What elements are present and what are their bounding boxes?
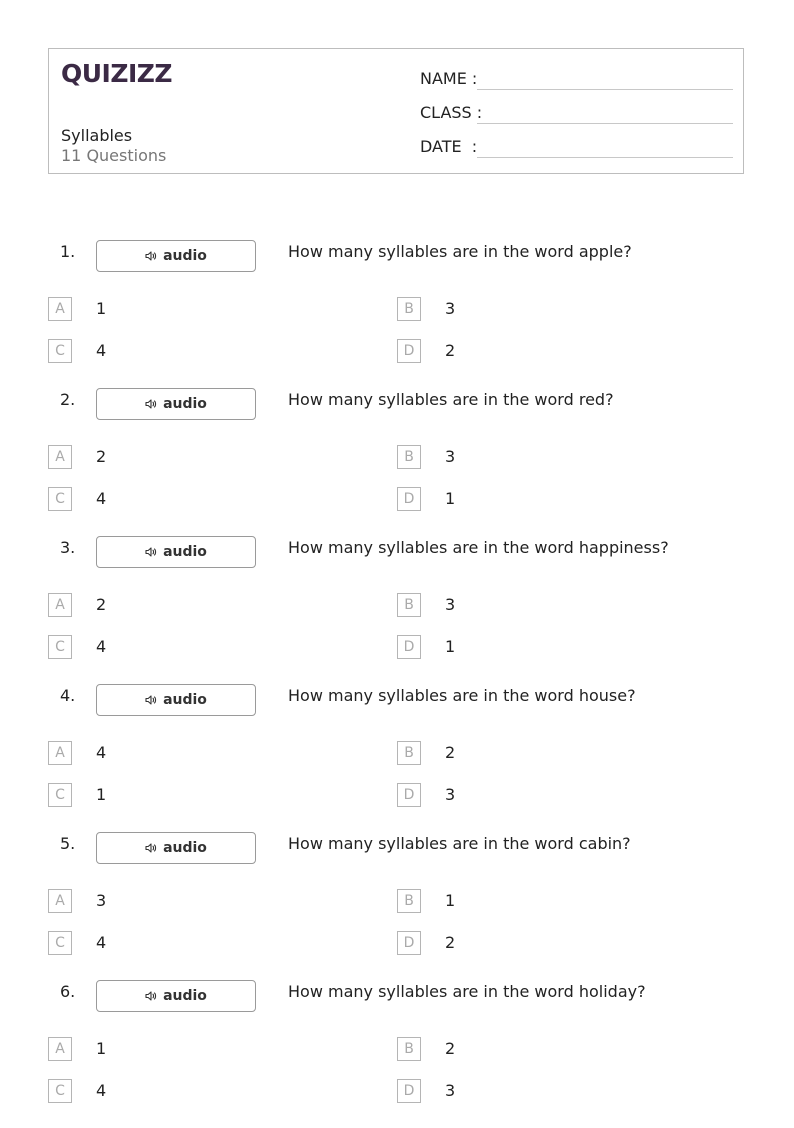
question-number: 2. [60, 390, 76, 409]
audio-button[interactable] [96, 980, 256, 1012]
option-letter-box: D [397, 1079, 421, 1103]
question-item [0, 388, 794, 536]
option-letter-box: A [48, 593, 72, 617]
audio-label: audio [163, 248, 207, 264]
option-letter-box: A [48, 889, 72, 913]
question-text: How many syllables are in the word holiday? [288, 982, 646, 1001]
option-letter-box: A [48, 1037, 72, 1061]
option-letter-box: C [48, 1079, 72, 1103]
audio-label: audio [163, 692, 207, 708]
option-value: 3 [445, 299, 456, 318]
option-letter-box: B [397, 889, 421, 913]
option-value: 2 [96, 595, 107, 614]
option-letter-box: C [48, 635, 72, 659]
audio-button[interactable] [96, 240, 256, 272]
option-letter-box: B [397, 593, 421, 617]
option-letter-box: B [397, 741, 421, 765]
option-letter-box: C [48, 487, 72, 511]
name-line [477, 89, 733, 90]
question-text: How many syllables are in the word apple? [288, 242, 632, 261]
audio-button[interactable] [96, 832, 256, 864]
option-value: 4 [96, 1081, 107, 1100]
question-number: 4. [60, 686, 76, 705]
speaker-icon [145, 546, 157, 558]
option-value: 2 [445, 743, 456, 762]
option-value: 1 [445, 489, 456, 508]
question-text: How many syllables are in the word cabin? [288, 834, 631, 853]
option-letter-box: B [397, 445, 421, 469]
question-item [0, 240, 794, 388]
question-text: How many syllables are in the word happiness? [288, 538, 669, 557]
question-item [0, 536, 794, 684]
option-letter-box: C [48, 931, 72, 955]
speaker-icon [145, 694, 157, 706]
option-letter-box: D [397, 487, 421, 511]
option-value: 4 [96, 341, 107, 360]
option-value: 2 [445, 341, 456, 360]
audio-button[interactable] [96, 684, 256, 716]
option-value: 3 [96, 891, 107, 910]
question-item [0, 980, 794, 1128]
option-letter-box: D [397, 783, 421, 807]
option-value: 4 [96, 933, 107, 952]
worksheet-header [48, 48, 744, 174]
name-field [420, 69, 477, 88]
option-letter-box: A [48, 297, 72, 321]
audio-button[interactable] [96, 388, 256, 420]
date-field [420, 137, 477, 156]
speaker-icon [145, 398, 157, 410]
question-number: 5. [60, 834, 76, 853]
option-value: 2 [96, 447, 107, 466]
class-label: CLASS : [420, 103, 483, 122]
question-number: 3. [60, 538, 76, 557]
option-letter-box: B [397, 1037, 421, 1061]
speaker-icon [145, 990, 157, 1002]
option-value: 2 [445, 1039, 456, 1058]
class-line [477, 123, 733, 124]
question-number: 1. [60, 242, 76, 261]
date-line [477, 157, 733, 158]
audio-label: audio [163, 988, 207, 1004]
audio-label: audio [163, 840, 207, 856]
option-value: 1 [445, 637, 456, 656]
option-letter-box: D [397, 635, 421, 659]
option-letter-box: C [48, 339, 72, 363]
option-value: 4 [96, 637, 107, 656]
option-value: 4 [96, 489, 107, 508]
name-label: NAME : [420, 69, 478, 88]
option-value: 1 [96, 1039, 107, 1058]
option-value: 4 [96, 743, 107, 762]
option-letter-box: D [397, 931, 421, 955]
question-number: 6. [60, 982, 76, 1001]
speaker-icon [145, 250, 157, 262]
option-letter-box: D [397, 339, 421, 363]
question-item [0, 684, 794, 832]
option-value: 3 [445, 595, 456, 614]
option-letter-box: A [48, 445, 72, 469]
date-label: DATE : [420, 137, 478, 156]
question-text: How many syllables are in the word red? [288, 390, 614, 409]
option-letter-box: C [48, 783, 72, 807]
audio-label: audio [163, 544, 207, 560]
speaker-icon [145, 842, 157, 854]
question-text: How many syllables are in the word house? [288, 686, 636, 705]
audio-button[interactable] [96, 536, 256, 568]
option-value: 1 [96, 785, 107, 804]
option-value: 1 [96, 299, 107, 318]
option-value: 1 [445, 891, 456, 910]
option-value: 2 [445, 933, 456, 952]
option-value: 3 [445, 447, 456, 466]
question-item [0, 832, 794, 980]
worksheet-title: Syllables [61, 126, 133, 145]
option-letter-box: B [397, 297, 421, 321]
question-count: 11 Questions [61, 146, 167, 165]
option-value: 3 [445, 785, 456, 804]
quizizz-logo: QUIZIZZ [61, 59, 173, 88]
option-letter-box: A [48, 741, 72, 765]
audio-label: audio [163, 396, 207, 412]
class-field [420, 103, 482, 122]
option-value: 3 [445, 1081, 456, 1100]
